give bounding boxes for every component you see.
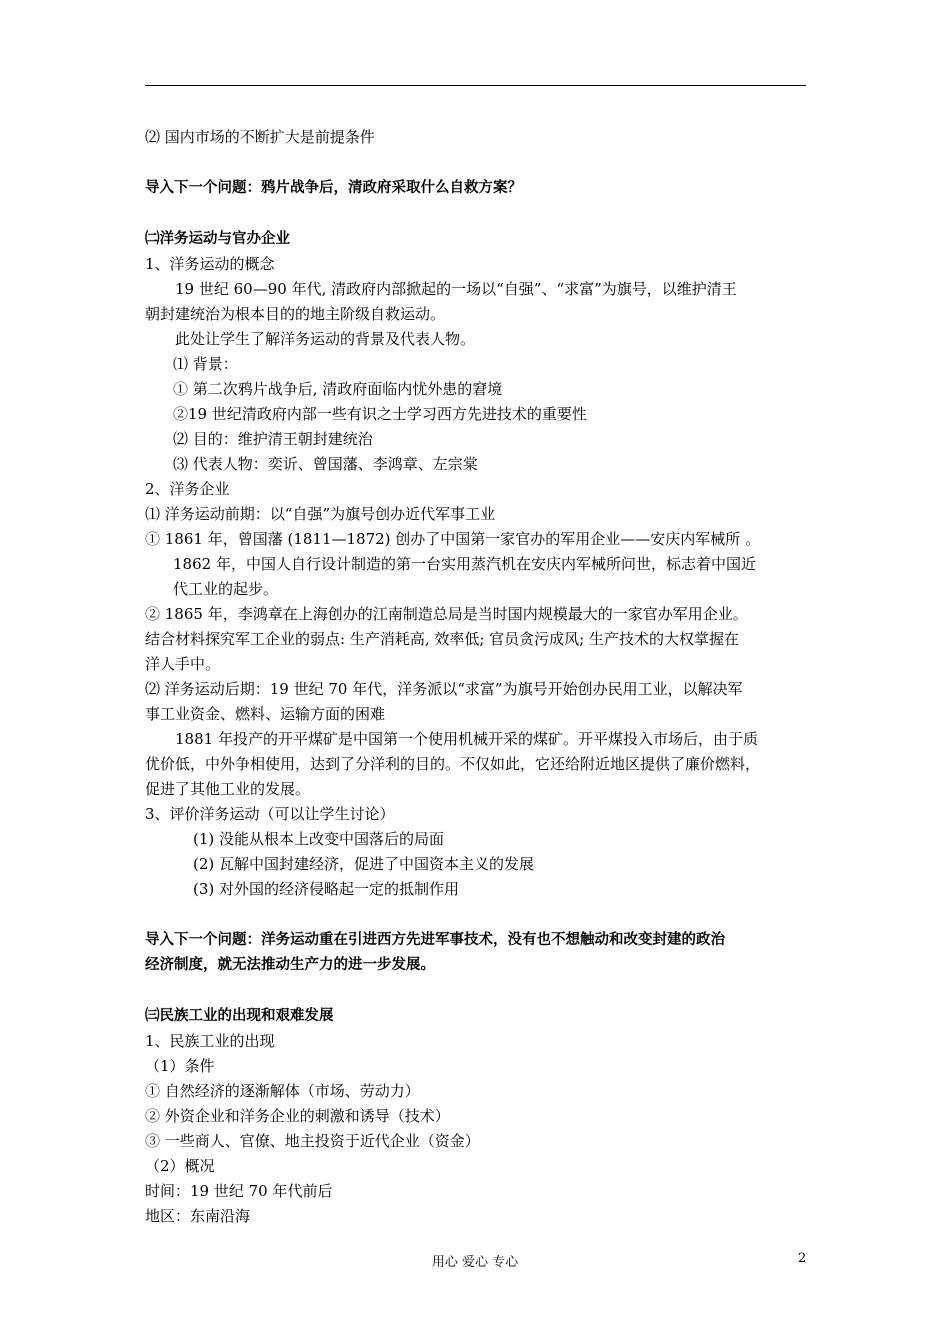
list-item: （2）概况 xyxy=(145,1157,215,1175)
list-item: (2) 瓦解中国封建经济，促进了中国资本主义的发展 xyxy=(193,855,535,873)
list-item: ① 第二次鸦片战争后, 清政府面临内忧外患的窘境 xyxy=(173,380,503,398)
text-line: ⑵ 国内市场的不断扩大是前提条件 xyxy=(145,128,375,146)
section-heading: ㈢民族工业的出现和艰难发展 xyxy=(145,1008,334,1024)
subheading: 2、洋务企业 xyxy=(145,480,230,498)
subheading: 1、民族工业的出现 xyxy=(145,1032,275,1050)
text-line: 时间：19 世纪 70 年代前后 xyxy=(145,1182,333,1200)
text-line: 洋人手中。 xyxy=(145,655,221,673)
list-item: ③ 一些商人、官僚、地主投资于近代企业（资金） xyxy=(145,1132,480,1150)
list-item: ② 1865 年，李鸿章在上海创办的江南制造总局是当时国内规模最大的一家官办军用企业。 xyxy=(145,605,748,623)
text-line: 优价低，中外争相使用，达到了分洋利的目的。不仅如此，它还给附近地区提供了廉价燃料， xyxy=(145,755,761,773)
list-item: ⑶ 代表人物：奕䜣、曾国藩、李鸿章、左宗棠 xyxy=(173,455,478,473)
text-line: 地区：东南沿海 xyxy=(145,1207,251,1225)
text-line: 事工业资金、燃料、运输方面的困难 xyxy=(145,705,386,723)
page-number: 2 xyxy=(798,1251,807,1266)
list-item: ② 外资企业和洋务企业的刺激和诱导（技术） xyxy=(145,1107,450,1125)
footer-motto: 用心 爱心 专心 xyxy=(431,1255,519,1270)
header-rule xyxy=(145,85,806,86)
text-line: 结合材料探究军工企业的弱点: 生产消耗高, 效率低; 官员贪污成风; 生产技术的大权掌握在 xyxy=(145,630,740,648)
text-line: 19 世纪 60—90 年代, 清政府内部掀起的一场以“自强”、“求富”为旗号，以维护清王 xyxy=(175,280,737,298)
lead-in-question: 导入下一个问题：洋务运动重在引进西方先进军事技术，没有也不想触动和改变封建的政治 xyxy=(145,932,725,948)
text-line: 1881 年投产的开平煤矿是中国第一个使用机械开采的煤矿。开平煤投入市场后，由于质 xyxy=(175,730,758,748)
list-item: (3) 对外国的经济侵略起一定的抵制作用 xyxy=(193,880,460,898)
text-line: ⑵ 洋务运动后期：19 世纪 70 年代，洋务派以“求富”为旗号开始创办民用工业，以解决军 xyxy=(145,680,743,698)
list-item: ① 1861 年，曾国藩 (1811—1872) 创办了中国第一家官办的军用企业——安庆内军械所 。 xyxy=(145,530,761,548)
text-line: 代工业的起步。 xyxy=(173,580,279,598)
text-line: 1862 年，中国人自行设计制造的第一台实用蒸汽机在安庆内军械所问世，标志着中国近 xyxy=(173,555,756,573)
subheading: 1、洋务运动的概念 xyxy=(145,255,275,273)
lead-in-question: 经济制度，就无法推动生产力的进一步发展。 xyxy=(145,957,435,973)
list-item: （1）条件 xyxy=(145,1057,215,1075)
text-line: 促进了其他工业的发展。 xyxy=(145,780,311,798)
list-item: ⑵ 目的：维护清王朝封建统治 xyxy=(173,430,373,448)
text-line: 朝封建统治为根本目的的地主阶级自救运动。 xyxy=(145,305,446,323)
section-heading: ㈡洋务运动与官办企业 xyxy=(145,231,290,247)
list-item: ① 自然经济的逐渐解体（市场、劳动力） xyxy=(145,1082,420,1100)
document-body xyxy=(145,125,810,1229)
list-item: (1) 没能从根本上改变中国落后的局面 xyxy=(193,830,445,848)
text-line: 此处让学生了解洋务运动的背景及代表人物。 xyxy=(175,330,476,348)
subheading: 3、评价洋务运动（可以让学生讨论） xyxy=(145,805,395,823)
list-item: ②19 世纪清政府内部一些有识之士学习西方先进技术的重要性 xyxy=(173,405,587,423)
text-line: ⑴ 洋务运动前期：以“自强”为旗号创办近代军事工业 xyxy=(145,505,496,523)
list-item: ⑴ 背景： xyxy=(173,355,238,373)
lead-in-question: 导入下一个问题：鸦片战争后，清政府采取什么自救方案？ xyxy=(145,180,522,196)
